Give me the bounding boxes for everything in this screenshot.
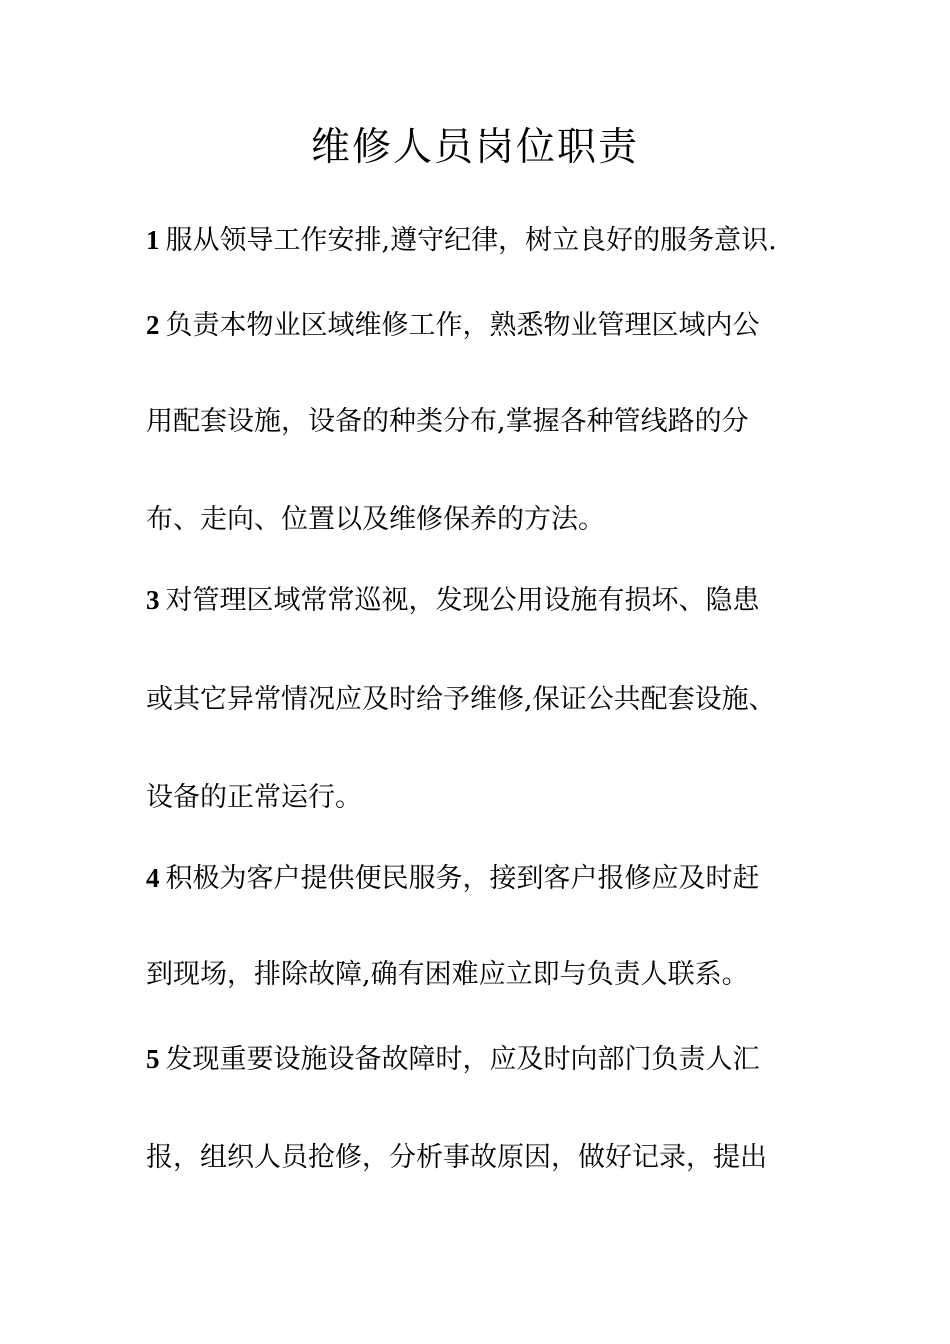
item-2-number: 2 [146, 310, 160, 340]
item-4-line-1 [146, 860, 760, 897]
item-3-text-1: 对管理区域常常巡视，发现公用设施有损坏、隐患 [165, 585, 760, 616]
item-3-line-1 [146, 582, 760, 619]
item-1-text: 服从领导工作安排,遵守纪律，树立良好的服务意识. [165, 225, 777, 256]
item-3-number: 3 [146, 585, 160, 615]
item-1-number: 1 [146, 225, 160, 255]
item-5-number: 5 [146, 1044, 160, 1074]
document-title: 维修人员岗位职责 [310, 125, 639, 170]
item-3-line-2: 或其它异常情况应及时给予维修,保证公共配套设施、 [146, 684, 776, 715]
item-5-text-1: 发现重要设施设备故障时，应及时向部门负责人汇 [165, 1044, 760, 1075]
item-2-line-2: 用配套设施，设备的种类分布,掌握各种管线路的分 [146, 406, 749, 437]
item-4-line-2: 到现场，排除故障,确有困难应立即与负责人联系。 [146, 959, 749, 990]
item-2-line-1 [146, 307, 760, 344]
item-2-line-3: 布、走向、位置以及维修保养的方法。 [146, 504, 605, 535]
item-4-number: 4 [146, 863, 160, 893]
item-5-line-1 [146, 1041, 760, 1078]
item-5-line-2: 报，组织人员抢修，分析事故原因，做好记录，提出 [146, 1142, 767, 1173]
item-3-line-3: 设备的正常运行。 [146, 782, 362, 813]
item-1-line-1 [146, 222, 777, 259]
item-2-text-1: 负责本物业区域维修工作，熟悉物业管理区域内公 [165, 310, 760, 341]
item-4-text-1: 积极为客户提供便民服务，接到客户报修应及时赶 [165, 863, 760, 894]
